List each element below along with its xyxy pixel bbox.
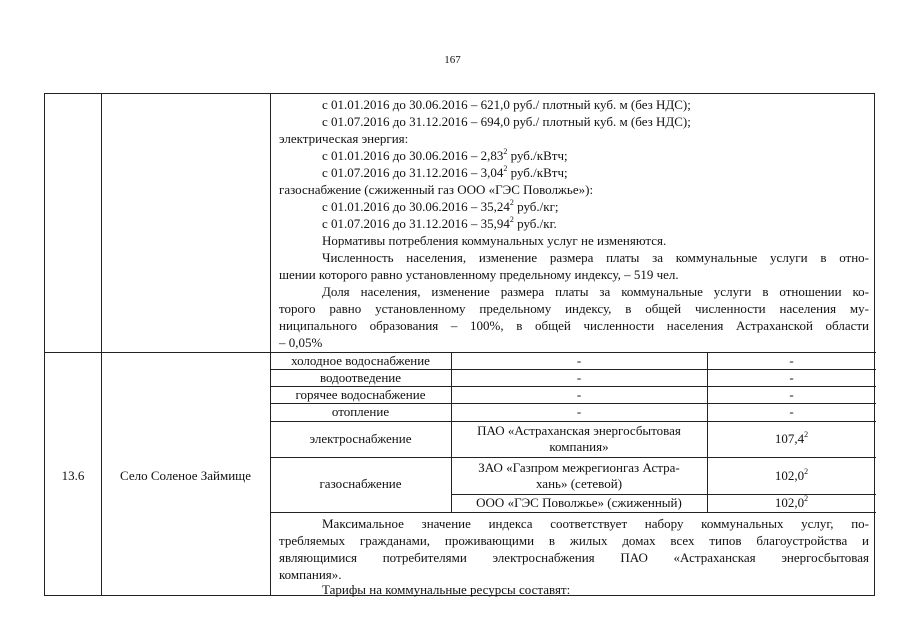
page-number: 167 [444,54,461,66]
tariff-line: с 01.07.2016 до 31.12.2016 – 35,94$^2$ руб./кг. [322,214,557,231]
service-name: водоотведение [319,370,402,385]
service-index: - [789,404,794,419]
service-index: 102,0$^2$ [774,466,809,483]
settlement-name: Село Соленое Займище [120,468,251,483]
tariff-line: с 01.01.2016 до 30.06.2016 – 2,83$^2$ руб./кВтч; [322,146,568,163]
subrow-divider [270,512,876,513]
share-paragraph: торого равно установленному предельному индексу, в общей численности населения му- [279,301,869,316]
column-divider-1 [101,94,102,595]
max-index-paragraph: Максимальное значение индекса соответствует набору коммунальных услуг, по- [322,516,869,531]
service-provider: - [576,387,582,402]
service-provider: ООО «ГЭС Поволжье» (сжиженный) [476,495,682,510]
subrow-divider [270,421,876,422]
service-index: 107,4$^2$ [774,429,809,446]
service-provider: - [576,353,582,368]
share-paragraph: Доля населения, изменение размера платы за коммунальные услуги в отношении ко- [322,284,869,299]
norms-line: Нормативы потребления коммунальных услуг не изменяются. [322,233,667,248]
service-name: горячее водоснабжение [295,387,426,402]
column-divider-2 [270,94,271,595]
tariff-line: с 01.01.2016 до 30.06.2016 – 621,0 руб./ плотный куб. м (без НДС); [322,97,691,112]
service-provider: - [576,404,582,419]
subrow-divider [270,457,876,458]
tariff-line: с 01.07.2016 до 31.12.2016 – 694,0 руб./ плотный куб. м (без НДС); [322,114,691,129]
tariff-line: с 01.01.2016 до 30.06.2016 – 35,24$^2$ руб./кг; [322,197,559,214]
population-paragraph: шении которого равно установленному предельному индексу, – 519 чел. [279,267,679,282]
service-index: - [789,353,794,368]
max-index-paragraph: являющимися потребителями электроснабжения ПАО «Астраханская энергосбытовая [279,550,869,565]
tariff-line: с 01.07.2016 до 31.12.2016 – 3,04$^2$ руб./кВтч; [322,163,568,180]
tariff-line: газоснабжение (сжиженный газ ООО «ГЭС Поволжье»): [279,182,594,197]
service-provider: ЗАО «Газпром межрегионгаз Астра- хань» (сетевой) [478,460,680,491]
tariffs-heading: Тарифы на коммунальные ресурсы составят: [322,582,571,597]
service-name: холодное водоснабжение [291,353,430,368]
max-index-paragraph: требляемых гражданами, проживающими в жилых домах всех типов благоустройства и [279,533,869,548]
service-index: 102,0$^2$ [774,493,809,510]
service-name: электроснабжение [309,431,412,446]
share-paragraph: ниципального образования – 100%, в общей численности населения Астраханской области [279,318,869,333]
service-provider: ПАО «Астраханская энергосбытовая компания» [477,423,681,454]
service-index: - [789,387,794,402]
max-index-paragraph: компания». [279,567,342,582]
population-paragraph: Численность населения, изменение размера платы за коммунальные услуги в отно- [322,250,869,265]
tariff-line: электрическая энергия: [279,131,409,146]
service-index: - [789,370,794,385]
service-name: отопление [331,404,390,419]
service-name: газоснабжение [319,476,402,491]
share-paragraph: – 0,05% [279,335,323,350]
row-number: 13.6 [61,468,85,483]
tariff-table [44,93,875,596]
service-provider: - [576,370,582,385]
